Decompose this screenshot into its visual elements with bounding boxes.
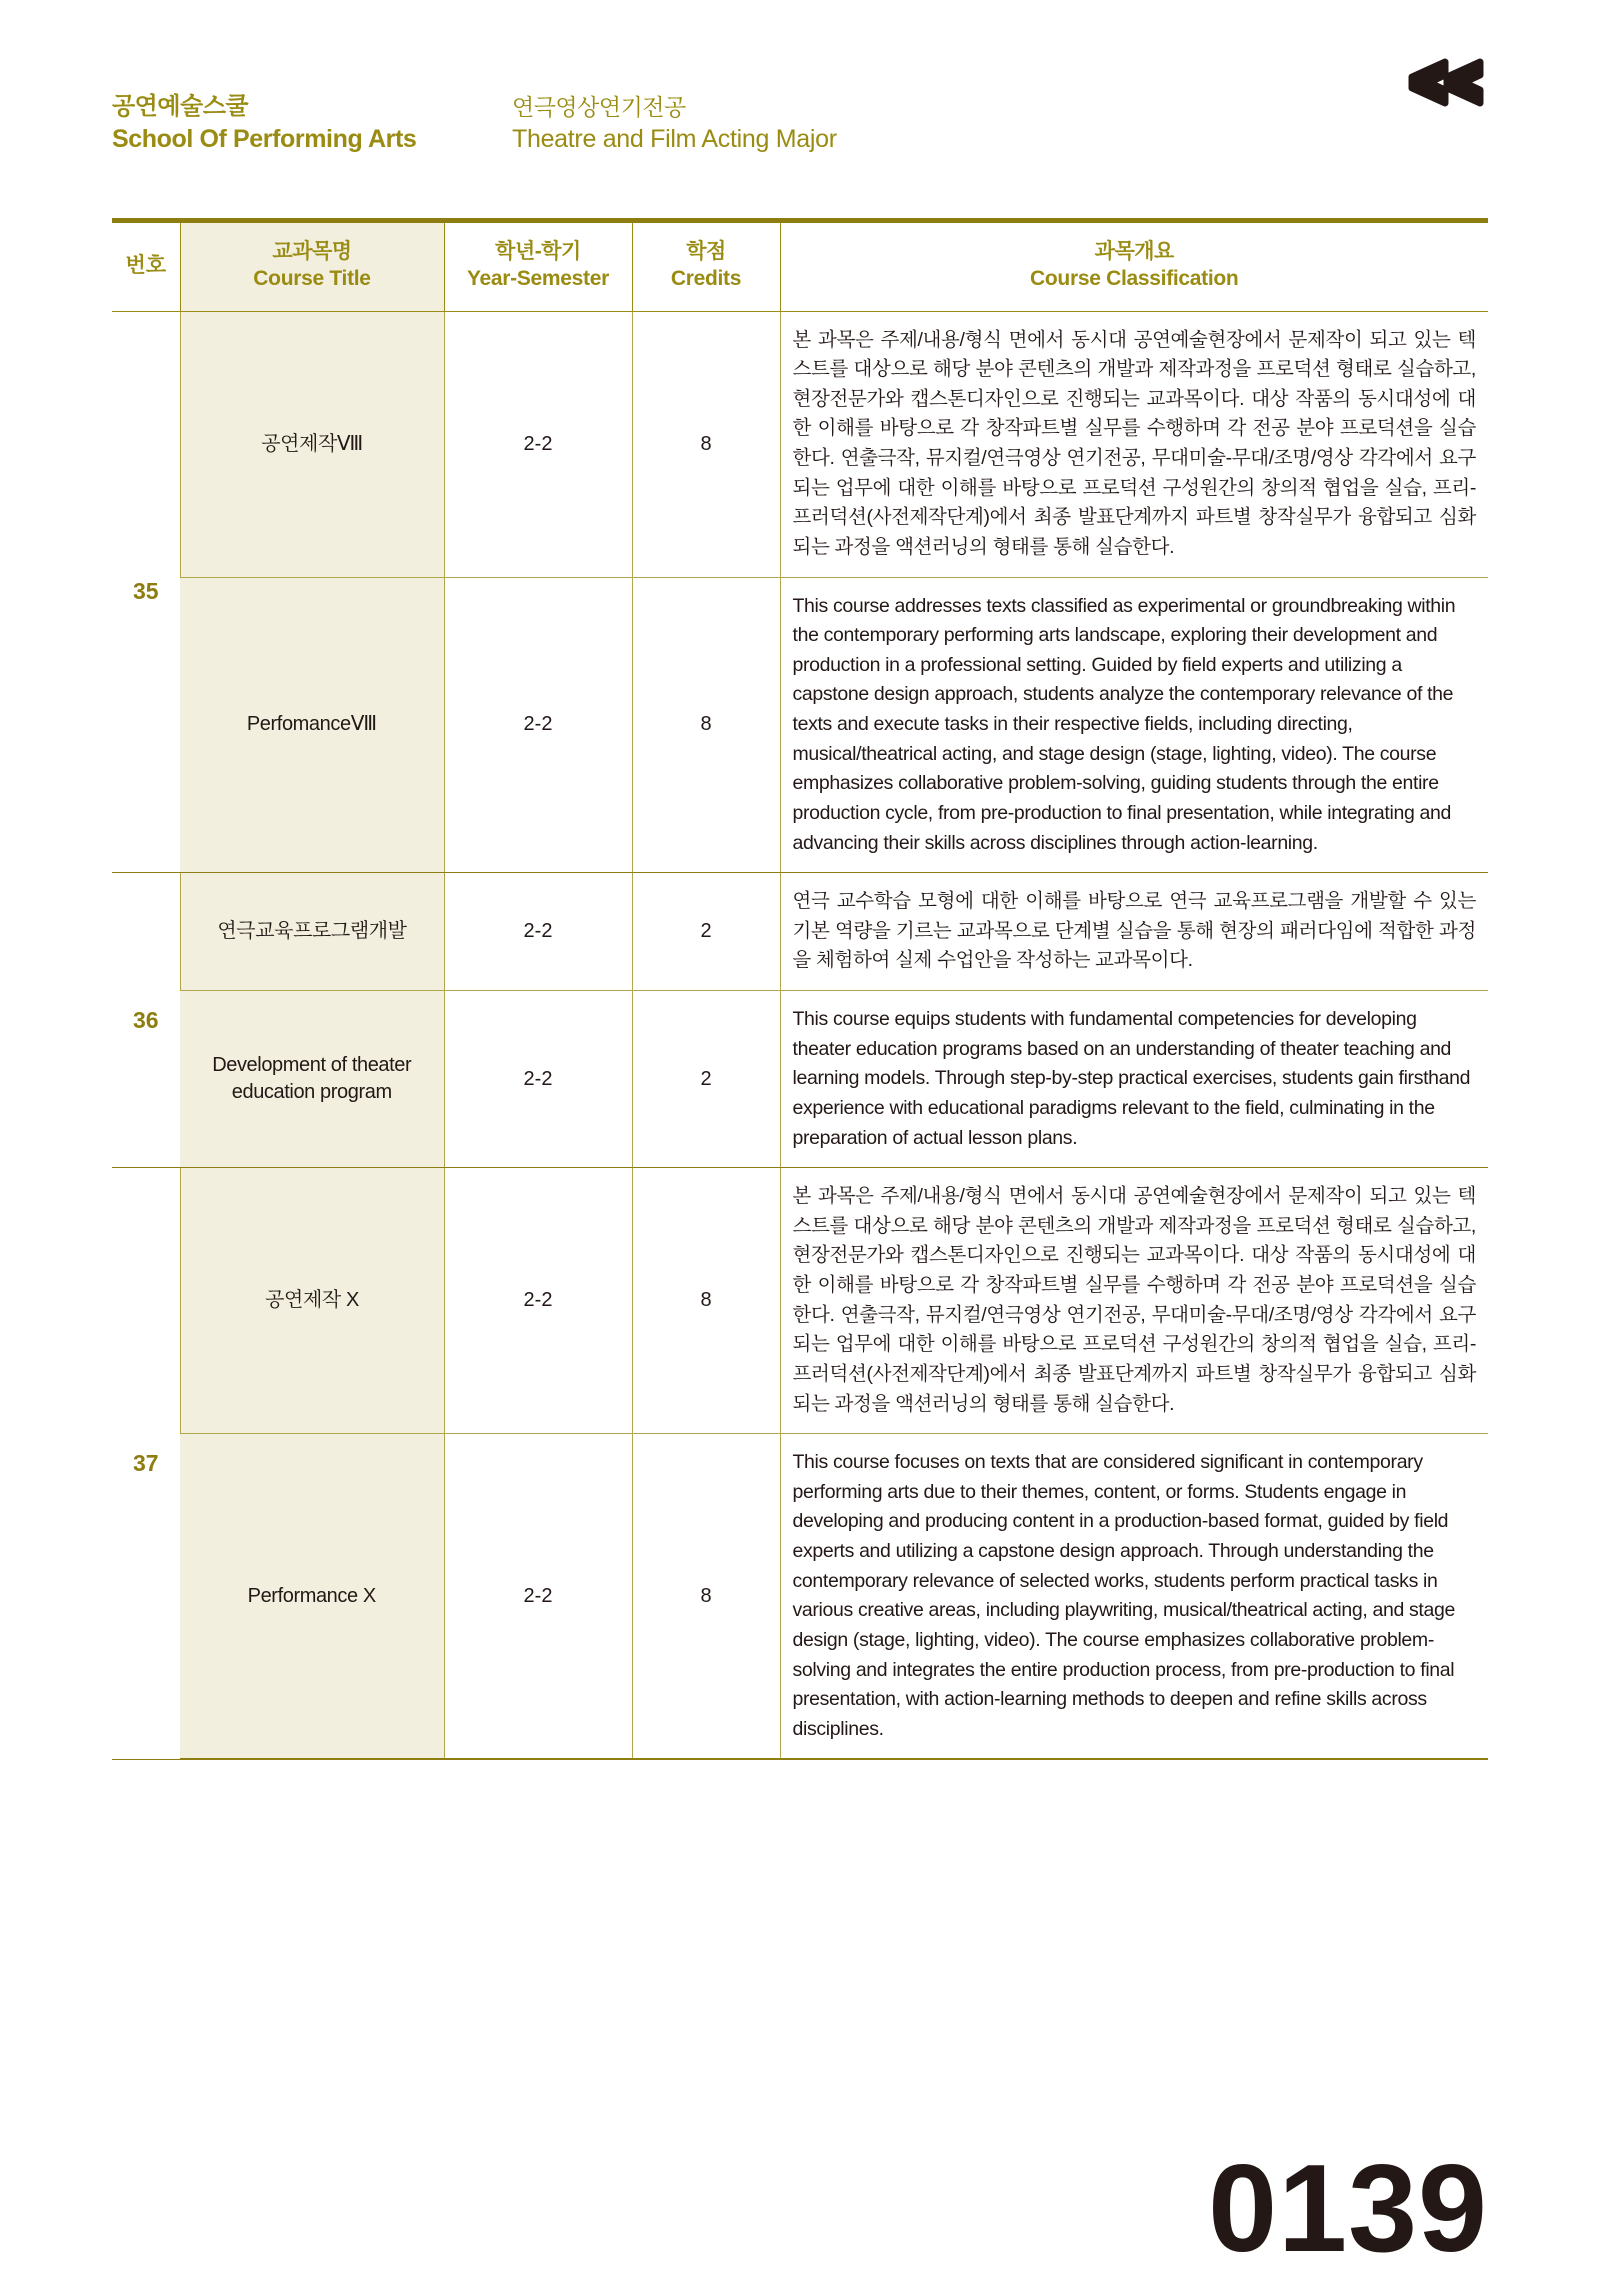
major-name-block	[512, 92, 1112, 156]
row-number: 37	[112, 1168, 180, 1760]
course-description-cell: 연극 교수학습 모형에 대한 이해를 바탕으로 연극 교육프로그램을 개발할 수 있는 기본 역량을 기르는 교과목으로 단계별 실습을 통해 현장의 패러다임에 적합한 과정을 체험하여 실제 수업안을 작성하는 교과목이다.	[780, 873, 1488, 991]
row-number: 35	[112, 311, 180, 873]
column-header-number: 번호	[112, 221, 180, 312]
course-table-container	[112, 218, 1488, 1760]
course-table	[112, 218, 1488, 1760]
school-name-korean: 공연예술스쿨	[112, 93, 249, 120]
school-name-english: School Of Performing Arts	[112, 124, 417, 153]
credits-cell: 8	[632, 1434, 780, 1760]
major-name-english: Theatre and Film Acting Major	[512, 124, 837, 153]
course-title-cell: 공연제작Ⅷ	[180, 311, 444, 577]
year-semester-cell: 2-2	[444, 1168, 632, 1434]
page-number: 0139	[1208, 2140, 1488, 2278]
year-semester-cell: 2-2	[444, 873, 632, 991]
credits-cell: 2	[632, 991, 780, 1168]
course-description-cell: 본 과목은 주제/내용/형식 면에서 동시대 공연예술현장에서 문제작이 되고 있는 텍스트를 대상으로 해당 분야 콘텐츠의 개발과 제작과정을 프로덕션 형태로 실습하고, 현장전문가와 캡스톤디자인으로 진행되는 교과목이다. 대상 작품의 동시대성에 대한 이해를 바탕으로 각 창작파트별 실무를 수행하며 각 전공 분야 프로덕션을 실습한다. 연출극작, 뮤지컬/연극영상 연기전공, 무대미술-무대/조명/영상 각각에서 요구되는 업무에 대한 이해를 바탕으로 프로덕션 구성원간의 창의적 협업을 실습, 프리-프러덕션(사전제작단계)에서 최종 발표단계까지 파트별 창작실무가 융합되고 심화되는 과정을 액션러닝의 형태를 통해 실습한다.	[780, 1168, 1488, 1434]
year-semester-cell: 2-2	[444, 577, 632, 873]
table-body	[112, 311, 1488, 1759]
course-description-cell: This course addresses texts classified as experimental or groundbreaking within the contemporary performing arts landscape, exploring their development and production in a professional setting. Guided by field experts and utilizing a capstone design approach, students analyze the contemporary relevance of the texts and execute tasks in their respective fields, including directing, musical/theatrical acting, and stage design (stage, lighting, video). The course emphasizes collaborative problem-solving, guiding students through the entire production cycle, from pre-production to final presentation, while integrating and advancing their skills across disciplines through action-learning.	[780, 577, 1488, 873]
table-row	[112, 991, 1488, 1168]
year-semester-cell: 2-2	[444, 991, 632, 1168]
course-title-cell: 공연제작 X	[180, 1168, 444, 1434]
major-name-korean: 연극영상연기전공	[512, 94, 686, 120]
course-title-cell: Development of theater education program	[180, 991, 444, 1168]
table-header-row	[112, 221, 1488, 312]
table-row	[112, 577, 1488, 873]
year-semester-cell: 2-2	[444, 1434, 632, 1760]
page-header	[112, 92, 1460, 188]
course-title-cell: Performance X	[180, 1434, 444, 1760]
column-header-course-title: 교과목명 Course Title	[180, 221, 444, 312]
course-description-cell: This course focuses on texts that are considered significant in contemporary performing arts due to their themes, content, or forms. Students engage in developing and producing content in a production-based format, guided by field experts and utilizing a capstone design approach. Through understanding the contemporary relevance of selected works, students perform practical tasks in various creative areas, including playwriting, musical/theatrical acting, and stage design (stage, lighting, video). The course emphasizes collaborative problem-solving and integrates the entire production process, from pre-production to final presentation, with action-learning methods to deepen and refine skills across disciplines.	[780, 1434, 1488, 1760]
column-header-year-semester: 학년-학기 Year-Semester	[444, 221, 632, 312]
table-head	[112, 221, 1488, 312]
ck-logo-icon	[1406, 58, 1488, 120]
credits-cell: 8	[632, 1168, 780, 1434]
row-number: 36	[112, 873, 180, 1168]
course-title-cell: 연극교육프로그램개발	[180, 873, 444, 991]
course-title-cell: PerfomanceⅧ	[180, 577, 444, 873]
column-header-course-classification: 과목개요 Course Classification	[780, 221, 1488, 312]
table-row	[112, 311, 1488, 577]
credits-cell: 8	[632, 311, 780, 577]
course-description-cell: 본 과목은 주제/내용/형식 면에서 동시대 공연예술현장에서 문제작이 되고 있는 텍스트를 대상으로 해당 분야 콘텐츠의 개발과 제작과정을 프로덕션 형태로 실습하고, 현장전문가와 캡스톤디자인으로 진행되는 교과목이다. 대상 작품의 동시대성에 대한 이해를 바탕으로 각 창작파트별 실무를 수행하며 각 전공 분야 프로덕션을 실습한다. 연출극작, 뮤지컬/연극영상 연기전공, 무대미술-무대/조명/영상 각각에서 요구되는 업무에 대한 이해를 바탕으로 프로덕션 구성원간의 창의적 협업을 실습, 프리-프러덕션(사전제작단계)에서 최종 발표단계까지 파트별 창작실무가 융합되고 심화되는 과정을 액션러닝의 형태를 통해 실습한다.	[780, 311, 1488, 577]
column-header-credits: 학점 Credits	[632, 221, 780, 312]
year-semester-cell: 2-2	[444, 311, 632, 577]
school-name-block	[112, 92, 472, 155]
table-row	[112, 1434, 1488, 1760]
credits-cell: 2	[632, 873, 780, 991]
credits-cell: 8	[632, 577, 780, 873]
table-row	[112, 873, 1488, 991]
table-row	[112, 1168, 1488, 1434]
course-description-cell: This course equips students with fundamental competencies for developing theater education programs based on an understanding of theater teaching and learning models. Through step-by-step practical exercises, students gain firsthand experience with educational paradigms relevant to the field, culminating in the preparation of actual lesson plans.	[780, 991, 1488, 1168]
